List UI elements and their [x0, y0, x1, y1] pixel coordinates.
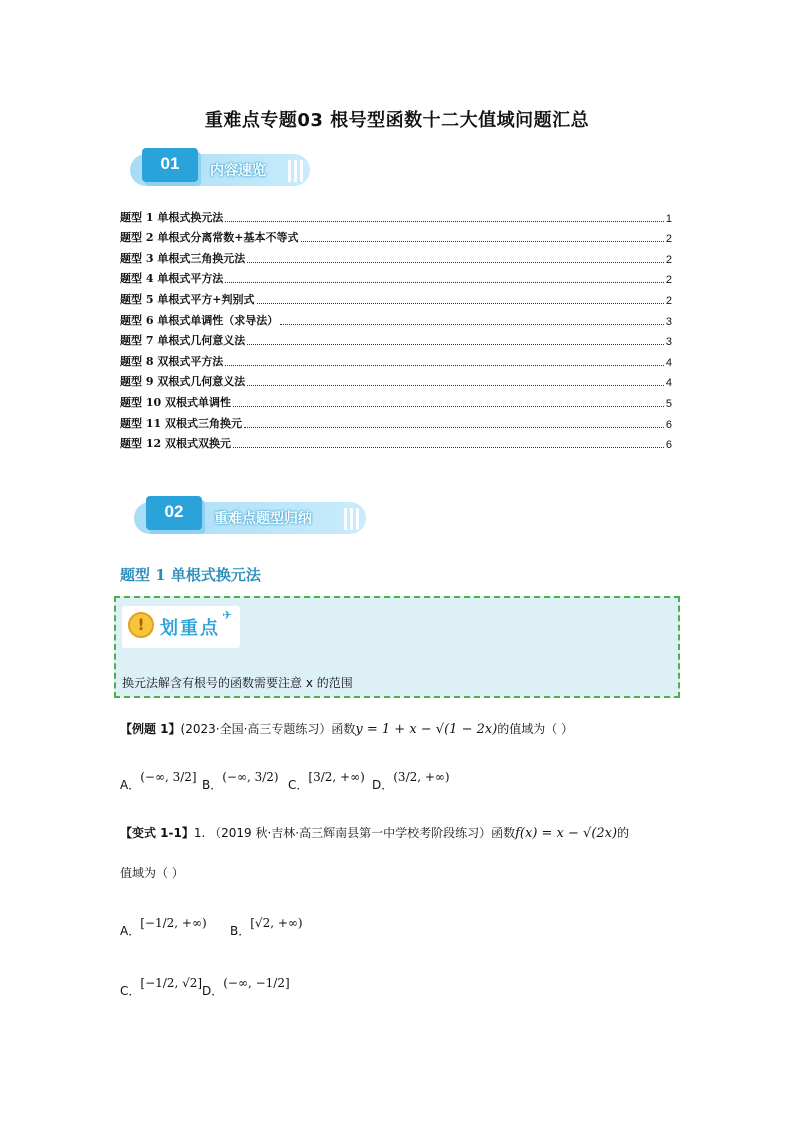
table-of-contents: [120, 204, 672, 451]
formula: f(x) = x − √(2x): [515, 826, 618, 841]
toc-entry[interactable]: 题型 10 双根式单调性 5: [120, 395, 672, 410]
section-banner-contents: [130, 148, 310, 188]
formula: y = 1 + x − √(1 − 2x): [355, 722, 498, 737]
page-title: 重难点专题03 根号型函数十二大值域问题汇总: [204, 110, 590, 131]
example-1-question: 【例题 1】(2023·全国·高三专题练习）函数y = 1 + x − √(1 − 2x)的值域为（ ）: [120, 722, 574, 737]
paper-plane-icon: ✈: [222, 608, 233, 622]
option-b[interactable]: B．(−∞, 3/2): [202, 770, 279, 792]
option-d[interactable]: D．(3/2, +∞): [372, 770, 450, 792]
toc-entry[interactable]: 题型 9 双根式几何意义法 4: [120, 375, 672, 390]
toc-entry[interactable]: 题型 3 单根式三角换元法 2: [120, 251, 672, 266]
toc-entry[interactable]: 题型 7 单根式几何意义法 3: [120, 334, 672, 349]
toc-entry[interactable]: 题型 1 单根式换元法 1: [120, 210, 672, 225]
toc-entry[interactable]: 题型 2 单根式分离常数+基本不等式 2: [120, 231, 672, 246]
variant-1-1-question: 【变式 1-1】1. （2019 秋·吉林·高三辉南县第一中学校考阶段练习）函数f(x) = x − √(2x)的: [120, 826, 630, 841]
variant-1-1-question-line2: 值域为（ ）: [120, 866, 184, 880]
toc-entry[interactable]: 题型 6 单根式单调性（求导法） 3: [120, 313, 672, 328]
lightbulb-icon: !: [128, 612, 154, 638]
option-a[interactable]: A．(−∞, 3/2]: [120, 770, 197, 792]
key-point-badge: [122, 606, 240, 648]
toc-entry[interactable]: 题型 8 双根式平方法 4: [120, 354, 672, 369]
option-b[interactable]: B．[√2, +∞): [230, 916, 303, 938]
option-c[interactable]: C．[3/2, +∞): [288, 770, 365, 792]
option-c[interactable]: C．[−1/2, √2]: [120, 976, 203, 998]
section-number: 02: [146, 496, 202, 530]
key-point-box: [114, 596, 680, 698]
type-heading: 题型 1 单根式换元法: [120, 566, 261, 584]
section-label: 内容速览: [210, 163, 266, 179]
key-point-text: 换元法解含有根号的函数需要注意 x 的范围: [122, 676, 353, 690]
section-banner-types: [134, 496, 366, 536]
option-d[interactable]: D．(−∞, −1/2]: [202, 976, 290, 998]
section-number: 01: [142, 148, 198, 182]
option-a[interactable]: A．[−1/2, +∞): [120, 916, 207, 938]
toc-entry[interactable]: 题型 12 双根式双换元 6: [120, 437, 672, 452]
section-label: 重难点题型归纳: [214, 511, 312, 527]
key-point-badge-text: 划重点: [160, 618, 220, 639]
toc-entry[interactable]: 题型 4 单根式平方法 2: [120, 272, 672, 287]
toc-entry[interactable]: 题型 11 双根式三角换元 6: [120, 416, 672, 431]
toc-entry[interactable]: 题型 5 单根式平方+判别式 2: [120, 292, 672, 307]
